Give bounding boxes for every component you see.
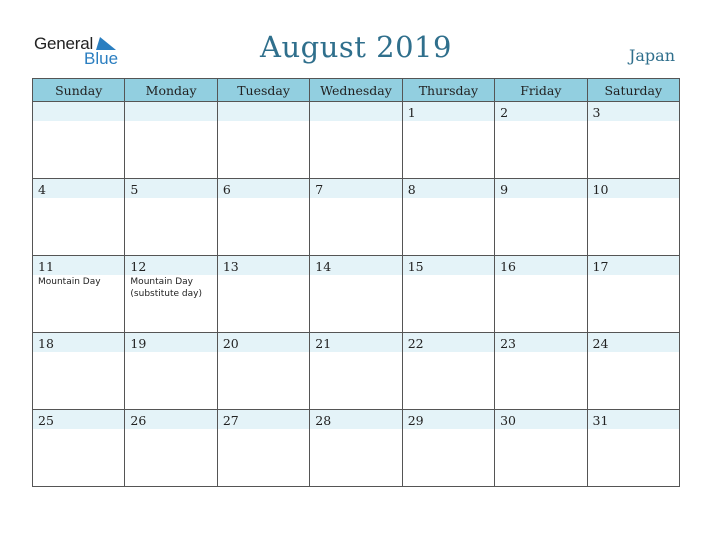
week-row bbox=[33, 179, 680, 256]
day-cell bbox=[587, 179, 679, 256]
day-cell bbox=[495, 102, 587, 179]
day-cell bbox=[402, 256, 494, 333]
day-cell bbox=[217, 410, 309, 487]
day-number: 18 bbox=[38, 336, 54, 351]
day-cell bbox=[587, 102, 679, 179]
day-cell bbox=[402, 410, 494, 487]
week-row bbox=[33, 333, 680, 410]
day-number: 1 bbox=[407, 105, 416, 120]
day-number-band bbox=[218, 102, 309, 121]
holiday-label: Mountain Day (substitute day) bbox=[130, 277, 202, 299]
holiday-label: Mountain Day bbox=[38, 277, 101, 287]
day-number-band bbox=[125, 256, 216, 275]
day-cell bbox=[310, 179, 402, 256]
day-number-band bbox=[125, 410, 216, 429]
day-cell bbox=[125, 102, 217, 179]
day-number-band bbox=[218, 179, 309, 198]
day-cell bbox=[125, 256, 217, 333]
day-number-band bbox=[310, 179, 401, 198]
day-number-band bbox=[310, 410, 401, 429]
day-number: 12 bbox=[130, 259, 147, 274]
day-number-band bbox=[33, 333, 124, 352]
day-number: 20 bbox=[222, 336, 239, 351]
day-number-band bbox=[403, 102, 494, 121]
week-row bbox=[33, 410, 680, 487]
day-cell bbox=[587, 410, 679, 487]
day-number-band bbox=[33, 102, 124, 121]
day-cell bbox=[217, 179, 309, 256]
day-number-band bbox=[495, 333, 586, 352]
day-cell bbox=[402, 333, 494, 410]
day-number: 24 bbox=[592, 336, 609, 351]
day-number: 6 bbox=[222, 182, 231, 197]
day-cell bbox=[587, 333, 679, 410]
day-number: 15 bbox=[407, 259, 424, 274]
day-cell bbox=[125, 179, 217, 256]
day-cell bbox=[402, 102, 494, 179]
day-cell bbox=[125, 410, 217, 487]
day-number-band bbox=[403, 256, 494, 275]
day-number-band bbox=[588, 256, 679, 275]
day-number-band bbox=[125, 333, 216, 352]
calendar-grid bbox=[32, 78, 680, 487]
day-number-band bbox=[33, 179, 124, 198]
day-number-band bbox=[588, 333, 679, 352]
day-number-band bbox=[218, 410, 309, 429]
weekday-header-row bbox=[33, 79, 680, 102]
day-number: 14 bbox=[315, 259, 332, 274]
day-cell bbox=[495, 256, 587, 333]
day-cell bbox=[217, 333, 309, 410]
day-number-band bbox=[588, 410, 679, 429]
day-cell bbox=[33, 256, 125, 333]
day-number: 31 bbox=[592, 413, 609, 428]
day-number: 11 bbox=[38, 259, 54, 274]
day-number: 16 bbox=[500, 259, 517, 274]
day-number-band bbox=[403, 179, 494, 198]
day-number: 22 bbox=[407, 336, 424, 351]
day-number: 3 bbox=[592, 105, 601, 120]
day-number: 9 bbox=[500, 182, 509, 197]
day-number-band bbox=[588, 179, 679, 198]
page-title: August 2019 bbox=[260, 30, 452, 64]
day-number-band bbox=[588, 102, 679, 121]
day-cell bbox=[495, 410, 587, 487]
day-number-band bbox=[495, 179, 586, 198]
day-number: 13 bbox=[222, 259, 239, 274]
day-number-band bbox=[403, 333, 494, 352]
day-cell bbox=[125, 333, 217, 410]
logo-word-blue: Blue bbox=[84, 49, 119, 68]
day-number: 27 bbox=[222, 413, 239, 428]
day-number: 10 bbox=[592, 182, 609, 197]
day-cell bbox=[402, 179, 494, 256]
day-number: 8 bbox=[407, 182, 416, 197]
day-cell bbox=[310, 410, 402, 487]
day-number: 29 bbox=[407, 413, 424, 428]
day-number: 26 bbox=[130, 413, 147, 428]
week-row bbox=[33, 256, 680, 333]
day-cell bbox=[310, 256, 402, 333]
week-row bbox=[33, 102, 680, 179]
day-number: 2 bbox=[500, 105, 509, 120]
day-cell bbox=[33, 179, 125, 256]
day-cell bbox=[217, 102, 309, 179]
day-number: 28 bbox=[315, 413, 332, 428]
day-number: 23 bbox=[500, 336, 517, 351]
weekday-header: Sunday bbox=[33, 79, 125, 102]
country-label: Japan bbox=[628, 46, 675, 65]
day-cell bbox=[33, 410, 125, 487]
day-number-band bbox=[218, 256, 309, 275]
day-number-band bbox=[403, 410, 494, 429]
day-number-band bbox=[310, 333, 401, 352]
day-cell bbox=[310, 333, 402, 410]
day-cell bbox=[495, 333, 587, 410]
day-number-band bbox=[310, 256, 401, 275]
day-number-band bbox=[125, 102, 216, 121]
day-number-band bbox=[495, 102, 586, 121]
day-number-band bbox=[33, 256, 124, 275]
day-number-band bbox=[218, 333, 309, 352]
day-cell bbox=[33, 333, 125, 410]
weekday-header: Monday bbox=[125, 79, 217, 102]
weekday-header: Friday bbox=[495, 79, 587, 102]
day-number-band bbox=[33, 410, 124, 429]
weekday-header: Thursday bbox=[402, 79, 494, 102]
day-number: 21 bbox=[315, 336, 332, 351]
day-number: 25 bbox=[38, 413, 54, 428]
day-number-band bbox=[495, 410, 586, 429]
day-number: 7 bbox=[315, 182, 324, 197]
day-cell bbox=[587, 256, 679, 333]
day-cell bbox=[33, 102, 125, 179]
weekday-header: Wednesday bbox=[310, 79, 402, 102]
day-cell bbox=[310, 102, 402, 179]
day-cell bbox=[495, 179, 587, 256]
day-number: 17 bbox=[592, 259, 609, 274]
logo-word-general: General bbox=[34, 34, 94, 53]
weekday-header: Saturday bbox=[587, 79, 679, 102]
day-cell bbox=[217, 256, 309, 333]
day-number: 19 bbox=[130, 336, 147, 351]
weekday-header: Tuesday bbox=[217, 79, 309, 102]
day-number: 30 bbox=[500, 413, 517, 428]
day-number-band bbox=[310, 102, 401, 121]
day-number: 5 bbox=[130, 182, 139, 197]
day-number-band bbox=[495, 256, 586, 275]
day-number-band bbox=[125, 179, 216, 198]
day-number: 4 bbox=[38, 182, 46, 197]
